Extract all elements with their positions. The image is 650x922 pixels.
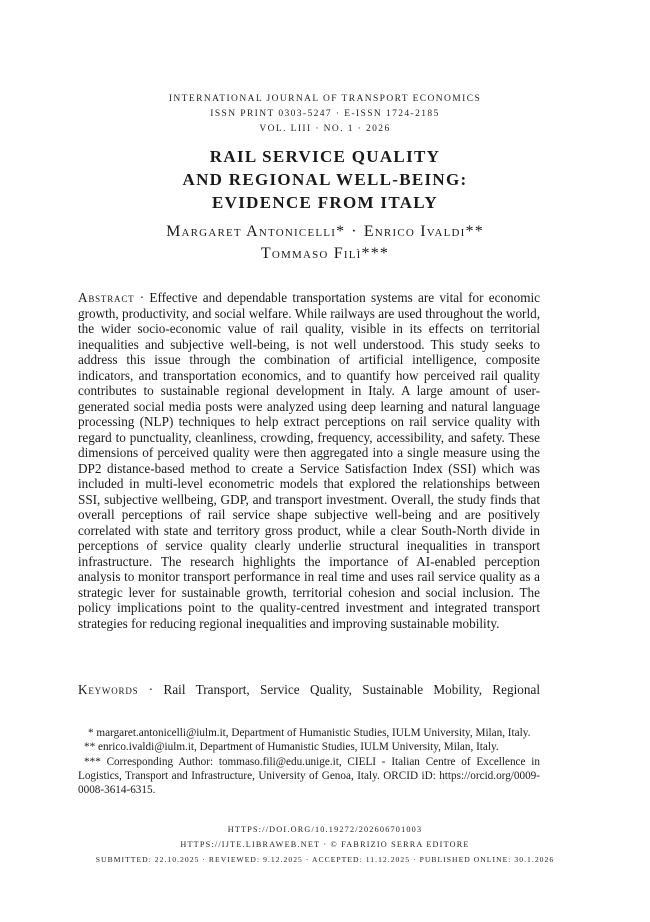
author-separator: · bbox=[351, 223, 358, 240]
abstract bbox=[78, 290, 540, 631]
abstract-separator: · bbox=[139, 290, 145, 305]
abstract-text: Effective and dependable transportation systems are vital for economic growth, productivity, and social welfare. While railways are used throughout the world, the wider socio-economic value of rail quality, visible in its effects on territorial inequalities and subjective well-being, is not well understood. This study seeks to address this issue through the combination of artificial intelligence, composite indicators, and transportation economics, and to quantify how perceived rail quality contributes to sustainable regional development in Italy. A large amount of user-generated social media posts were analyzed using deep learning and natural language processing (NLP) techniques to help extract perceptions on rail service quality with regard to punctuality, cleanliness, crowding, frequency, accessibility, and safety. These dimensions of perceived quality were then aggregated into a single measure using the DP2 distance-based method to create a Service Satisfaction Index (SSI) which was included in multi-level econometric models that explored the relationships between SSI, subjective wellbeing, GDP, and transport investment. Overall, the study finds that overall perceptions of rail service shape subjective well-being and are positively correlated with state and territory gross product, while a clear South-North divide in perceptions of service quality clearly underlie structural inequalities in transport infrastructure. The research highlights the importance of AI-enabled perception analysis to monitor transport performance in real time and uses rail service quality as a strategic lever for sustainable growth, territorial cohesion and social inclusion. The policy implications point to the quality-centred investment and integrated transport strategies for reducing regional inequalities and improving sustainable mobility. bbox=[78, 290, 540, 631]
submission-dates: SUBMITTED: 22.10.2025 · REVIEWED: 9.12.2025 · ACCEPTED: 11.12.2025 · PUBLISHED ONLINE: 30.1.2026 bbox=[95, 855, 555, 864]
footnote-fili: *** Corresponding Author: tommaso.fili@edu.unige.it, CIELI - Italian Centre of Excellence in Logistics, Transport and Infrastructure, University of Genoa, Italy. ORCID iD: https://orcid.org/0009-0008-3614-6315. bbox=[78, 755, 540, 797]
keywords-label: Keywords bbox=[78, 682, 139, 697]
footnote-ivaldi: ** enrico.ivaldi@iulm.it, Department of Humanistic Studies, IULM University, Milan, Italy. bbox=[84, 741, 499, 754]
author-antonicelli: Margaret Antonicelli* bbox=[166, 223, 346, 240]
journal-volume: VOL. LIII · NO. 1 · 2026 bbox=[259, 124, 391, 134]
paper-title-line-2: AND REGIONAL WELL-BEING: bbox=[182, 170, 468, 189]
author-line-1 bbox=[0, 223, 650, 241]
footnote-antonicelli: * margaret.antonicelli@iulm.it, Department of Humanistic Studies, IULM University, Milan, Italy. bbox=[88, 727, 531, 739]
author-ivaldi: Enrico Ivaldi** bbox=[363, 223, 484, 240]
keywords bbox=[78, 682, 540, 698]
abstract-label: Abstract bbox=[78, 290, 135, 305]
journal-name: INTERNATIONAL JOURNAL OF TRANSPORT ECONOMICS bbox=[168, 94, 482, 104]
paper-title-line-3: EVIDENCE FROM ITALY bbox=[212, 193, 438, 212]
journal-site[interactable]: HTTPS://IJTE.LIBRAWEB.NET · © FABRIZIO SERRA EDITORE bbox=[180, 840, 470, 849]
journal-issn: ISSN PRINT 0303-5247 · E-ISSN 1724-2185 bbox=[210, 109, 440, 119]
footnotes bbox=[78, 726, 540, 797]
author-fili: Tommaso Filì*** bbox=[260, 245, 390, 262]
author-line-2 bbox=[0, 245, 650, 263]
keywords-separator: · bbox=[148, 682, 154, 697]
keywords-text: Rail Transport, Service Quality, Sustainable Mobility, Regional bbox=[163, 682, 540, 697]
paper-title-line-1: RAIL SERVICE QUALITY bbox=[209, 147, 441, 166]
doi-link[interactable]: HTTPS://DOI.ORG/10.19272/202606701003 bbox=[227, 825, 423, 834]
